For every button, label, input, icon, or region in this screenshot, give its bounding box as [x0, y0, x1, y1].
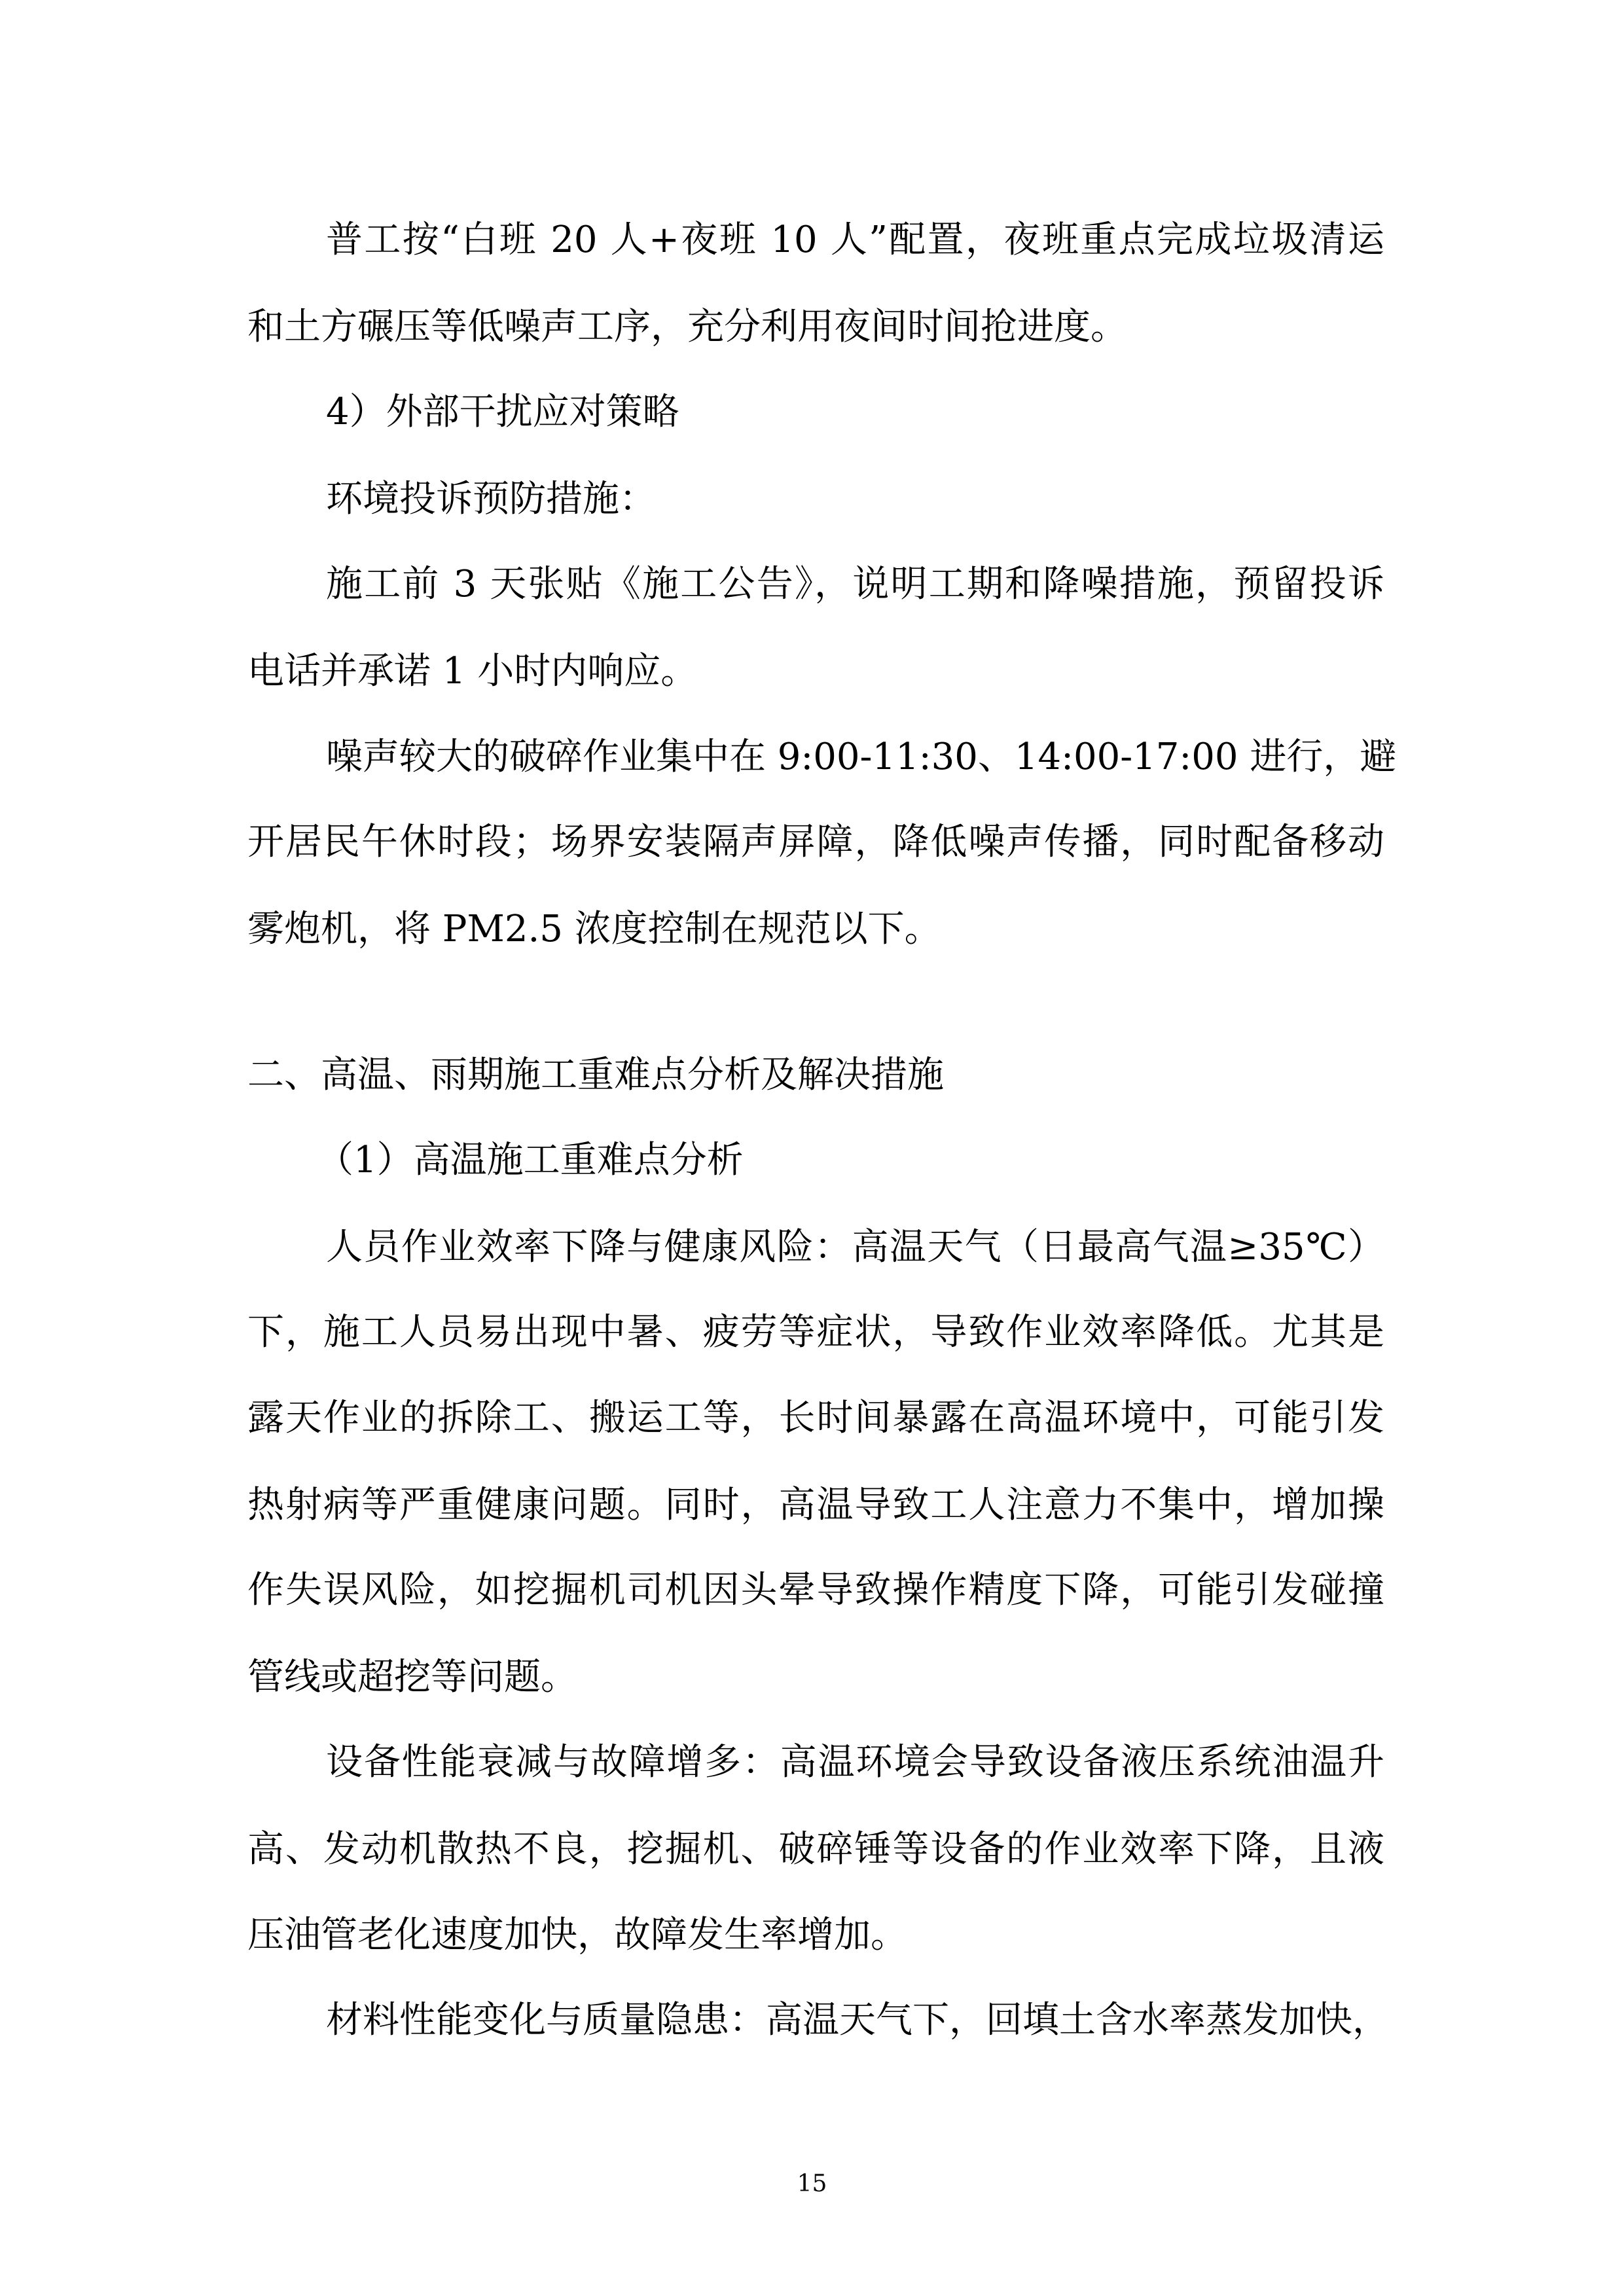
paragraph-line: 作失误风险，如挖掘机司机因头晕导致操作精度下降，可能引发碰撞 [247, 1569, 1384, 1611]
page-number: 15 [797, 2170, 827, 2197]
paragraph-line: 人员作业效率下降与健康风险：高温天气（日最高气温≥35℃） [326, 1226, 1384, 1268]
paragraph-line: 高、发动机散热不良，挖掘机、破碎锤等设备的作业效率下降，且液 [247, 1828, 1384, 1871]
paragraph-line: 材料性能变化与质量隐患：高温天气下，回填土含水率蒸发加快， [326, 1999, 1389, 2041]
section-heading: 二、高温、雨期施工重难点分析及解决措施 [247, 1054, 944, 1096]
paragraph-line: 普工按“白班 20 人+夜班 10 人”配置，夜班重点完成垃圾清运 [326, 219, 1384, 261]
paragraph-line: 露天作业的拆除工、搬运工等，长时间暴露在高温环境中，可能引发 [247, 1397, 1384, 1439]
paragraph-line: 和土方碾压等低噪声工序，充分利用夜间时间抢进度。 [247, 306, 1127, 348]
paragraph-line: 雾炮机，将 PM2.5 浓度控制在规范以下。 [247, 908, 941, 950]
paragraph-line: 设备性能衰减与故障增多：高温环境会导致设备液压系统油温升 [326, 1741, 1384, 1784]
subsection-heading: （1）高温施工重难点分析 [317, 1139, 744, 1181]
paragraph-line: 下，施工人员易出现中暑、疲劳等症状，导致作业效率降低。尤其是 [247, 1311, 1384, 1354]
subheading: 4）外部干扰应对策略 [326, 391, 679, 433]
paragraph-line: 压油管老化速度加快，故障发生率增加。 [247, 1914, 907, 1956]
paragraph-line: 开居民午休时段；场界安装隔声屏障，降低噪声传播，同时配备移动 [247, 821, 1384, 863]
paragraph-line: 热射病等严重健康问题。同时，高温导致工人注意力不集中，增加操 [247, 1484, 1384, 1526]
paragraph-line: 施工前 3 天张贴《施工公告》，说明工期和降噪措施，预留投诉 [326, 563, 1384, 605]
paragraph-line: 管线或超挖等问题。 [247, 1656, 577, 1698]
paragraph-line: 噪声较大的破碎作业集中在 9:00-11:30、14:00-17:00 进行，避 [326, 736, 1397, 778]
paragraph-line: 电话并承诺 1 小时内响应。 [247, 650, 698, 692]
subheading: 环境投诉预防措施： [326, 478, 656, 520]
